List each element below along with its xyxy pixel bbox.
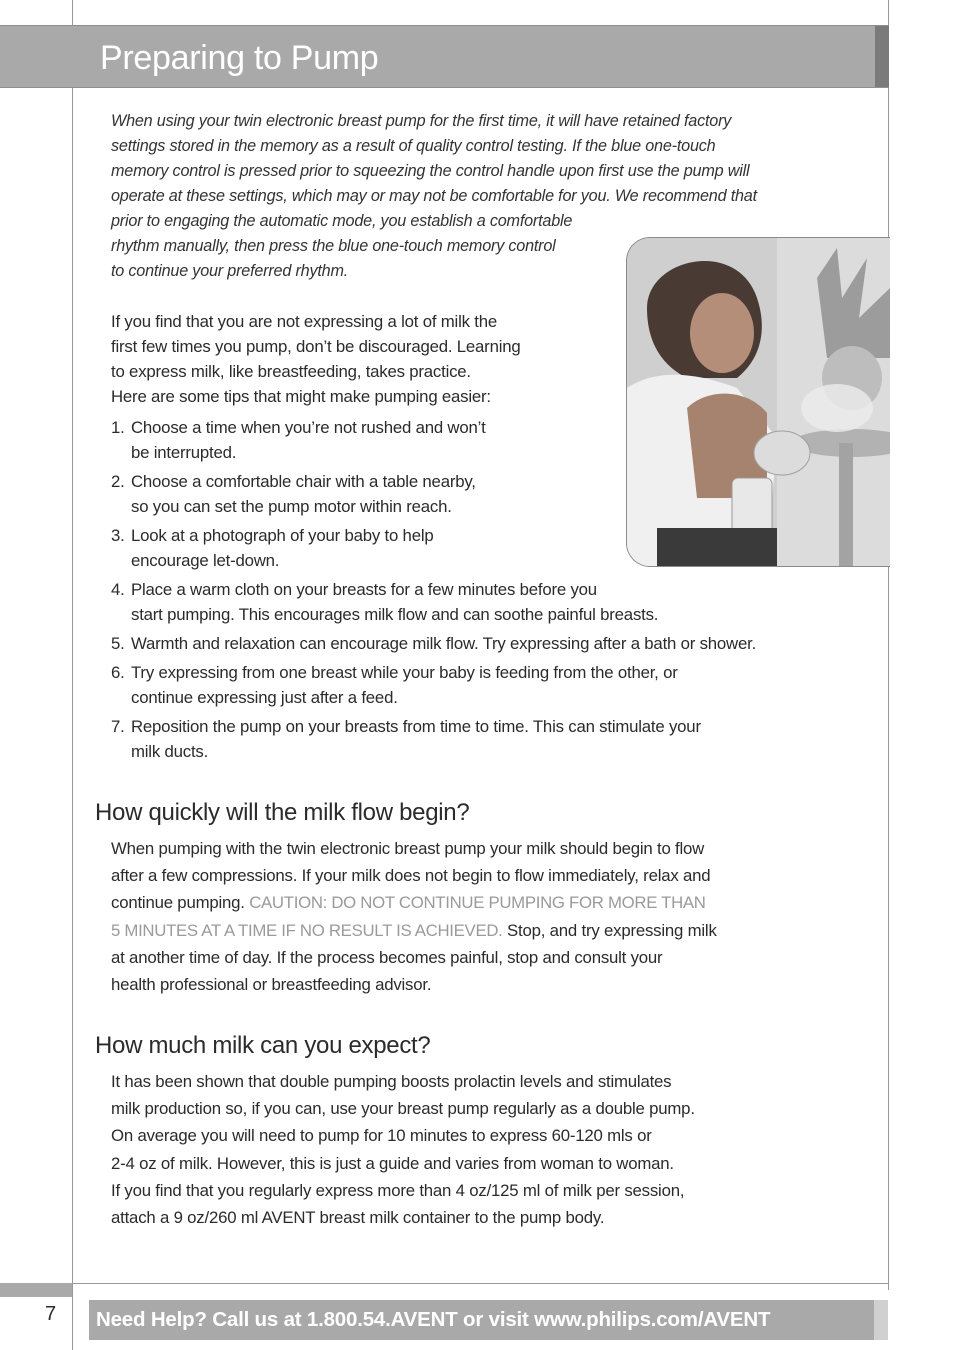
page-number: 7 bbox=[45, 1303, 57, 1325]
flow-line-start: continue pumping. bbox=[111, 893, 250, 913]
title-bar-tab bbox=[875, 26, 889, 87]
title-bar bbox=[0, 25, 889, 88]
left-margin-rule bbox=[72, 0, 73, 1350]
list-item bbox=[111, 415, 486, 465]
footer-rule bbox=[72, 1283, 889, 1284]
intro-line: prior to engaging the automatic mode, you establish a comfortable bbox=[111, 212, 573, 230]
list-item-number: 1. bbox=[111, 418, 125, 437]
list-item-number: 3. bbox=[111, 526, 125, 545]
flow-line: at another time of day. If the process becomes painful, stop and consult your bbox=[111, 947, 663, 967]
list-item bbox=[111, 714, 701, 764]
list-item-number: 6. bbox=[111, 663, 125, 682]
flow-line: after a few compressions. If your milk does not begin to flow immediately, relax and bbox=[111, 866, 711, 886]
list-item-line: start pumping. This encourages milk flow and can soothe painful breasts. bbox=[131, 605, 659, 624]
list-item-number: 5. bbox=[111, 634, 125, 653]
photo-illustration bbox=[627, 238, 890, 566]
expect-line: On average you will need to pump for 10 minutes to express 60-120 mls or bbox=[111, 1126, 652, 1146]
list-item-line: Place a warm cloth on your breasts for a few minutes before you bbox=[131, 580, 597, 599]
list-item bbox=[111, 577, 658, 627]
flow-line: health professional or breastfeeding advisor. bbox=[111, 975, 432, 995]
tips-intro-line: to express milk, like breastfeeding, takes practice. bbox=[111, 362, 471, 381]
list-item-line: encourage let-down. bbox=[131, 551, 280, 570]
caution-text: 5 MINUTES AT A TIME IF NO RESULT IS ACHIEVED. bbox=[111, 920, 503, 940]
list-item-line: continue expressing just after a feed. bbox=[131, 688, 398, 707]
intro-line: to continue your preferred rhythm. bbox=[111, 262, 349, 280]
expect-line: If you find that you regularly express more than 4 oz/125 ml of milk per session, bbox=[111, 1180, 685, 1200]
page-number-tab bbox=[0, 1283, 72, 1297]
intro-line: settings stored in the memory as a result of quality control testing. If the blue one-touch bbox=[111, 137, 716, 155]
list-item bbox=[111, 631, 756, 656]
list-item-number: 4. bbox=[111, 580, 125, 599]
list-item-line: Look at a photograph of your baby to help bbox=[131, 526, 434, 545]
expect-line: 2-4 oz of milk. However, this is just a guide and varies from woman to woman. bbox=[111, 1153, 674, 1173]
list-item-number: 7. bbox=[111, 717, 125, 736]
help-text: Need Help? Call us at 1.800.54.AVENT or visit www.philips.com/AVENT bbox=[96, 1308, 771, 1331]
flow-line bbox=[111, 889, 717, 916]
help-banner-tab bbox=[874, 1300, 888, 1340]
tips-intro-line: first few times you pump, don’t be discouraged. Learning bbox=[111, 337, 521, 356]
flow-line-end: Stop, and try expressing milk bbox=[502, 920, 717, 940]
right-margin-rule bbox=[888, 0, 889, 1290]
list-item bbox=[111, 469, 476, 519]
tips-intro-line: Here are some tips that might make pumping easier: bbox=[111, 387, 491, 406]
expect-line: milk production so, if you can, use your breast pump regularly as a double pump. bbox=[111, 1099, 695, 1119]
list-item-line: Reposition the pump on your breasts from time to time. This can stimulate your bbox=[131, 717, 701, 736]
intro-line: rhythm manually, then press the blue one-touch memory control bbox=[111, 237, 556, 255]
list-item-line: Choose a time when you’re not rushed and won’t bbox=[131, 418, 486, 437]
expect-paragraph bbox=[111, 1068, 695, 1231]
help-banner bbox=[89, 1300, 874, 1340]
mother-pumping-photo bbox=[626, 237, 890, 567]
expect-line: attach a 9 oz/260 ml AVENT breast milk container to the pump body. bbox=[111, 1208, 605, 1228]
intro-line: When using your twin electronic breast pump for the first time, it will have retained factory bbox=[111, 112, 732, 130]
tips-intro-line: If you find that you are not expressing a lot of milk the bbox=[111, 312, 497, 331]
list-item-line: Choose a comfortable chair with a table nearby, bbox=[131, 472, 476, 491]
list-item bbox=[111, 523, 433, 573]
list-item bbox=[111, 660, 678, 710]
intro-line: memory control is pressed prior to squeezing the control handle upon first use the pump will bbox=[111, 162, 750, 180]
list-item-line: Try expressing from one breast while your baby is feeding from the other, or bbox=[131, 663, 678, 682]
expect-line: It has been shown that double pumping boosts prolactin levels and stimulates bbox=[111, 1072, 672, 1091]
list-item-line: Warmth and relaxation can encourage milk flow. Try expressing after a bath or shower. bbox=[131, 634, 757, 653]
flow-line bbox=[111, 917, 717, 944]
section-heading-expect: How much milk can you expect? bbox=[95, 1032, 431, 1059]
section-heading-flow: How quickly will the milk flow begin? bbox=[95, 799, 470, 826]
list-item-number: 2. bbox=[111, 472, 125, 491]
list-item-line: so you can set the pump motor within reach. bbox=[131, 497, 452, 516]
flow-paragraph bbox=[111, 835, 717, 998]
page-title: Preparing to Pump bbox=[100, 39, 379, 77]
tips-intro-paragraph bbox=[111, 309, 521, 409]
intro-line: operate at these settings, which may or may not be comfortable for you. We recommend that bbox=[111, 187, 757, 205]
flow-line: When pumping with the twin electronic breast pump your milk should begin to flow bbox=[111, 839, 705, 858]
list-item-line: milk ducts. bbox=[131, 742, 209, 761]
list-item-line: be interrupted. bbox=[131, 443, 237, 462]
caution-text: CAUTION: DO NOT CONTINUE PUMPING FOR MORE THAN bbox=[249, 893, 706, 913]
